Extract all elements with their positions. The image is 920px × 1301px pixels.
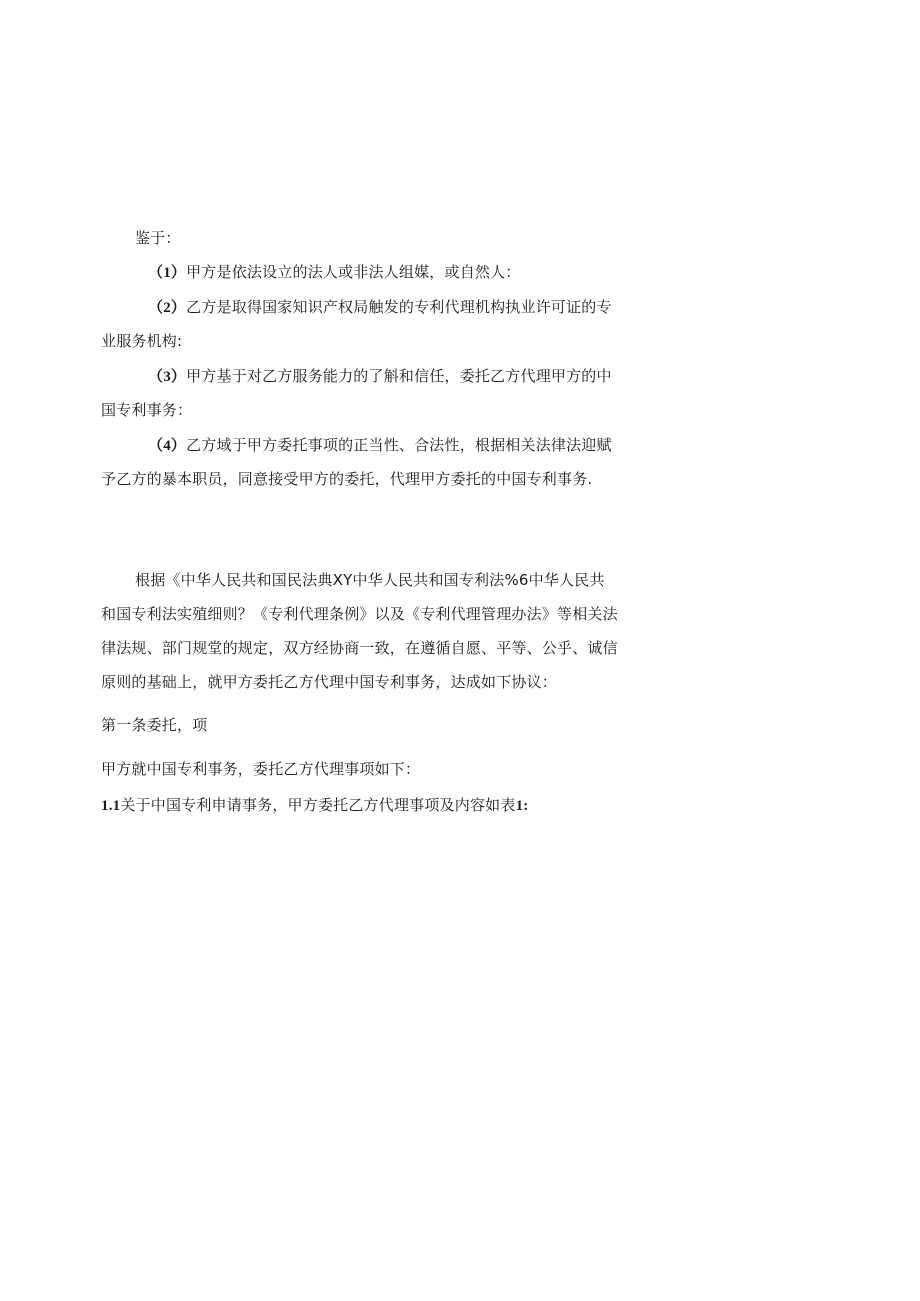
item-text: 乙方是取得国家知识产权局触发的专利代理机构执业许可证的专 <box>186 298 612 316</box>
clause-number: 1.1 <box>101 798 121 814</box>
whereas-item-1 <box>148 262 521 283</box>
basis-paragraph-line-3: 律法规、部门规堂的规定，双方经协商一致，在遵循自愿、平等、公乎、诚信 <box>101 639 618 657</box>
item-number: （4） <box>148 438 187 454</box>
clause-text: 关于中国专利申请事务，甲方委托乙方代理事项及内容如表 <box>120 796 516 814</box>
whereas-heading: 鉴于： <box>135 229 181 247</box>
basis-paragraph-line-4: 原则的基础上，就甲方委托乙方代理中国专利事务，达成如下协议： <box>101 673 558 691</box>
item-text: 甲方基于对乙方服务能力的了斛和信任，委托乙方代理甲方的中 <box>186 367 612 385</box>
basis-paragraph-line-2: 和国专利法实殖细则？《专利代理条例》以及《专利代理管理办法》等相关法 <box>101 605 618 623</box>
whereas-item-4-cont: 予乙方的暴本职员，同意接受甲方的委托，代理甲方委托的中国专利事务. <box>101 470 593 488</box>
clause-1-1 <box>101 795 528 816</box>
basis-paragraph-line-1: 根据《中华人民共和国民法典XY中华人民共和国专利法%6中华人民共 <box>135 571 605 589</box>
item-number: （3） <box>148 369 187 385</box>
item-text: 甲方是依法设立的法人或非法人组媒，或自然人： <box>186 263 521 281</box>
whereas-item-4 <box>148 435 612 456</box>
article-1-intro: 甲方就中国专利事务，委托乙方代理事项如下： <box>101 760 421 778</box>
whereas-item-2-cont: 业服务机构: <box>101 332 183 350</box>
whereas-item-2 <box>148 297 612 318</box>
article-1-title: 第一条委托，项 <box>101 716 208 734</box>
item-number: （1） <box>148 265 187 281</box>
item-text: 乙方域于甲方委托事项的正当性、合法性，根据相关法律法迎赋 <box>186 436 612 454</box>
whereas-item-3 <box>148 366 612 387</box>
whereas-item-3-cont: 国专利事务： <box>101 401 193 419</box>
table-reference: 1: <box>515 798 529 814</box>
item-number: （2） <box>148 300 187 316</box>
